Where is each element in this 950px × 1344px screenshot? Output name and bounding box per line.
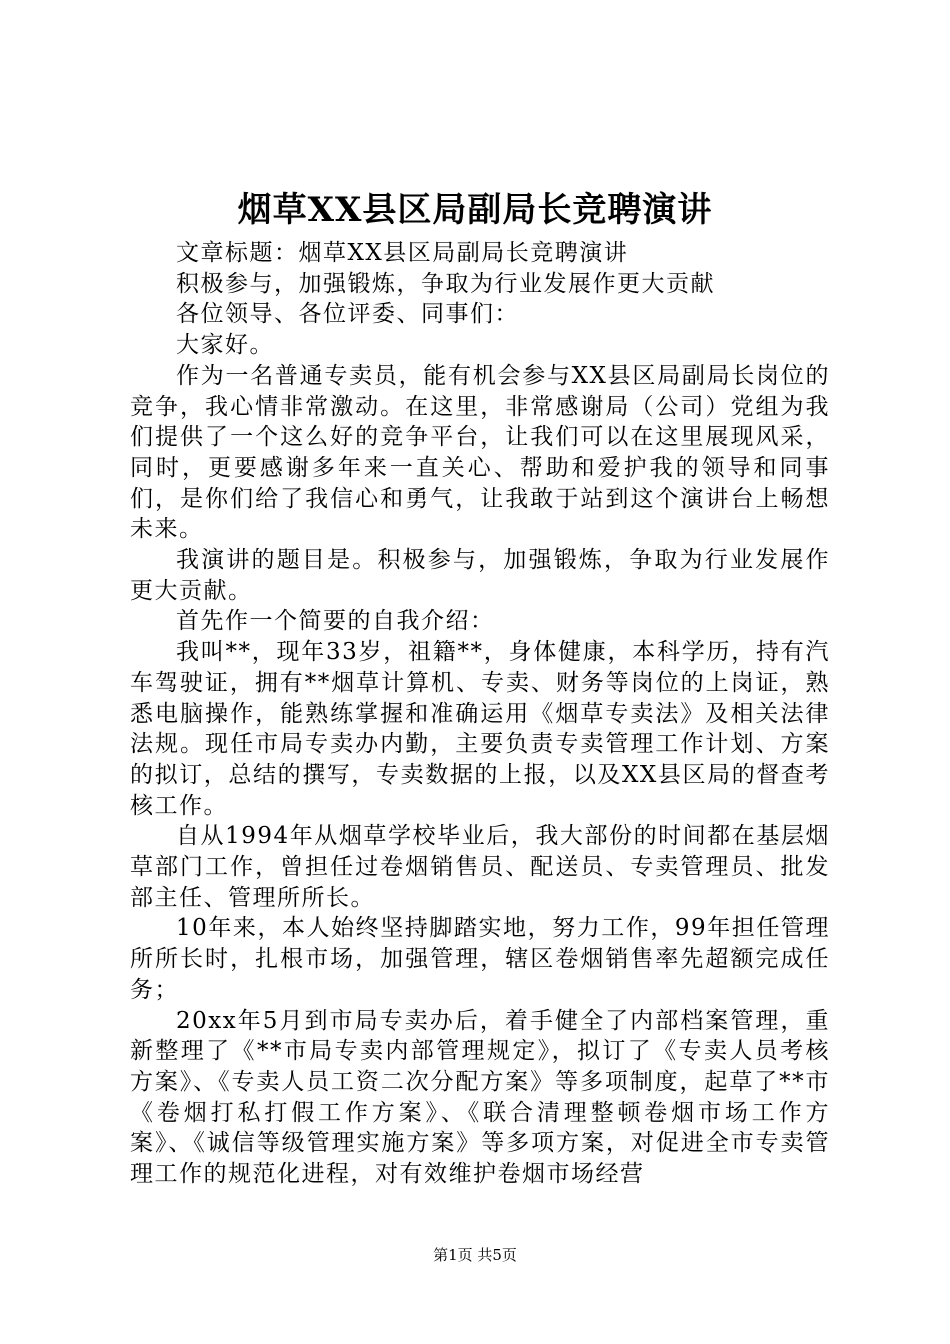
paragraph-opening: 作为一名普通专卖员，能有机会参与XX县区局副局长岗位的竞争，我心情非常激动。在这里，非常感谢局（公司）党组为我们提供了一个这么好的竞争平台，让我们可以在这里展现风采，同时，更要感谢多年来一直关心、帮助和爱护我的领导和同事们，是你们给了我信心和勇气，让我敢于站到这个演讲台上畅想未来。	[130, 362, 830, 543]
paragraph-greeting: 大家好。	[176, 332, 274, 359]
paragraph-speech-topic: 我演讲的题目是。积极参与，加强锻炼，争取为行业发展作更大贡献。	[130, 547, 830, 604]
paragraph-article-title: 文章标题：烟草XX县区局副局长竞聘演讲	[176, 240, 629, 266]
paragraph-career-history: 自从1994年从烟草学校毕业后，我大部份的时间都在基层烟草部门工作，曾担任过卷烟销售员、配送员、专卖管理员、批发部主任、管理所所长。	[130, 823, 830, 911]
paragraph-self-introduction: 我叫**，现年33岁，祖籍**，身体健康，本科学历，持有汽车驾驶证，拥有**烟草计算机、专卖、财务等岗位的上岗证，熟悉电脑操作，能熟练掌握和准确运用《烟草专卖法》及相关法律法规。现任市局专卖办内勤，主要负责专卖管理工作计划、方案的拟订，总结的撰写，专卖数据的上报，以及XX县区局的督查考核工作。	[130, 639, 830, 819]
paragraph-achievements: 20xx年5月到市局专卖办后，着手健全了内部档案管理，重新整理了《**市局专卖内部管理规定》，拟订了《专卖人员考核方案》、《专卖人员工资二次分配方案》等多项制度，起草了**市《卷烟打私打假工作方案》、《联合清理整顿卷烟市场工作方案》、《诚信等级管理实施方案》等多项方案，对促进全市专卖管理工作的规范化进程，对有效维护卷烟市场经营	[130, 1007, 830, 1188]
paragraph-subtitle: 积极参与，加强锻炼，争取为行业发展作更大贡献	[176, 270, 715, 297]
paragraph-ten-years: 10年来，本人始终坚持脚踏实地，努力工作，99年担任管理所所长时，扎根市场，加强管理，辖区卷烟销售率先超额完成任务；	[130, 915, 830, 1003]
document-title: 烟草XX县区局副局长竞聘演讲	[237, 190, 713, 230]
page-number-footer: 第1页 共5页	[433, 1246, 517, 1264]
paragraph-salutation: 各位领导、各位评委、同事们：	[176, 301, 519, 328]
document-body	[130, 238, 830, 1190]
paragraph-intro-lead: 首先作一个简要的自我介绍：	[176, 608, 495, 635]
